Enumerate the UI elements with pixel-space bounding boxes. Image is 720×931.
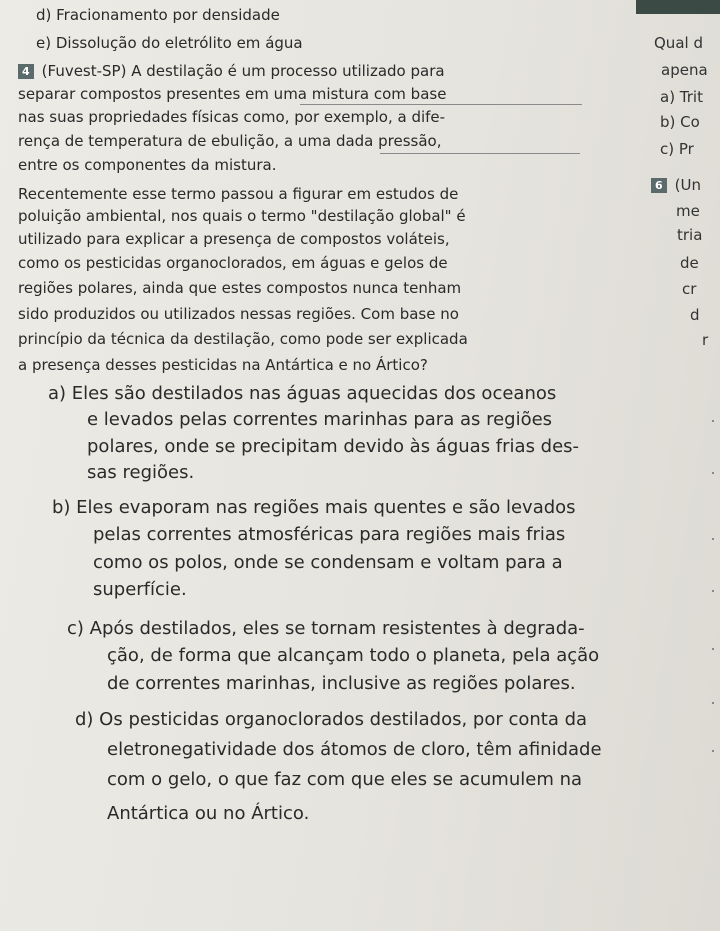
right-column-text-8: tria [677, 226, 703, 244]
option-d: d) Fracionamento por densidade [36, 6, 280, 24]
alternative-b-line-1: b) Eles evaporam nas regiões mais quentes e são levados [52, 497, 576, 518]
margin-mark [712, 538, 714, 540]
question-4-paragraph-2-line-2: poluição ambiental, nos quais o termo "destilação global" é [18, 207, 466, 225]
right-column-text-11: d [690, 306, 700, 324]
right-column-text-9: de [680, 254, 699, 272]
right-column-text-2: apena [661, 61, 708, 79]
question-4-line-2: separar compostos presentes em uma mistura com base [18, 85, 447, 103]
margin-mark [712, 702, 714, 704]
margin-mark [712, 420, 714, 422]
alternative-a-line-1: a) Eles são destilados nas águas aquecidas dos oceanos [48, 383, 557, 404]
right-column-text-1: Qual d [654, 34, 703, 52]
option-e: e) Dissolução do eletrólito em água [36, 34, 303, 52]
question-4-line-3: nas suas propriedades físicas como, por exemplo, a dife- [18, 108, 446, 126]
alternative-c-line-1: c) Após destilados, eles se tornam resistentes à degrada- [67, 618, 585, 639]
right-column-text-7: me [676, 202, 700, 220]
question-4-line-4: rença de temperatura de ebulição, a uma dada pressão, [18, 132, 442, 150]
right-column-text-3: a) Trit [660, 88, 703, 106]
question-4-paragraph-2-line-1: Recentemente esse termo passou a figurar em estudos de [18, 185, 459, 203]
question-6-line [651, 176, 701, 194]
alternative-d-line-3: com o gelo, o que faz com que eles se acumulem na [107, 769, 583, 790]
margin-mark [712, 590, 714, 592]
question-4-paragraph-2-line-8: a presença desses pesticidas na Antártica e no Ártico? [18, 356, 428, 374]
alternative-d-line-1: d) Os pesticidas organoclorados destilados, por conta da [75, 709, 588, 730]
alternative-b-line-2: pelas correntes atmosféricas para regiões mais frias [93, 524, 566, 545]
right-column-text-12: r [702, 331, 709, 349]
text: (Un [674, 176, 701, 194]
right-column-text-10: cr [682, 280, 697, 298]
question-4-paragraph-2-line-3: utilizado para explicar a presença de compostos voláteis, [18, 230, 450, 248]
margin-mark [712, 750, 714, 752]
question-number-badge: 4 [18, 64, 34, 79]
alternative-a-line-3: polares, onde se precipitam devido às águas frias des- [87, 436, 580, 457]
question-4-paragraph-2-line-6: sido produzidos ou utilizados nessas regiões. Com base no [18, 305, 459, 323]
header-bar [636, 0, 720, 14]
alternative-b-line-4: superfície. [93, 579, 187, 600]
margin-mark [712, 472, 714, 474]
ruled-line [300, 104, 582, 105]
alternative-d-line-4: Antártica ou no Ártico. [107, 803, 310, 824]
question-4-line-1 [18, 62, 445, 80]
alternative-b-line-3: como os polos, onde se condensam e voltam para a [93, 552, 563, 573]
ruled-line [380, 153, 580, 154]
text: (Fuvest-SP) A destilação é um processo utilizado para [41, 62, 445, 80]
question-4-paragraph-2-line-7: princípio da técnica da destilação, como pode ser explicada [18, 330, 468, 348]
question-4-paragraph-2-line-4: como os pesticidas organoclorados, em águas e gelos de [18, 254, 448, 272]
right-column-text-5: c) Pr [660, 140, 694, 158]
margin-mark [712, 648, 714, 650]
alternative-c-line-3: de correntes marinhas, inclusive as regiões polares. [107, 673, 576, 694]
alternative-c-line-2: ção, de forma que alcançam todo o planeta, pela ação [107, 645, 600, 666]
alternative-a-line-2: e levados pelas correntes marinhas para as regiões [87, 409, 553, 430]
right-column-text-4: b) Co [660, 113, 700, 131]
alternative-a-line-4: sas regiões. [87, 462, 195, 483]
question-4-line-5: entre os componentes da mistura. [18, 156, 277, 174]
alternative-d-line-2: eletronegatividade dos átomos de cloro, têm afinidade [107, 739, 602, 760]
question-4-paragraph-2-line-5: regiões polares, ainda que estes compostos nunca tenham [18, 279, 462, 297]
question-number-badge: 6 [651, 178, 667, 193]
